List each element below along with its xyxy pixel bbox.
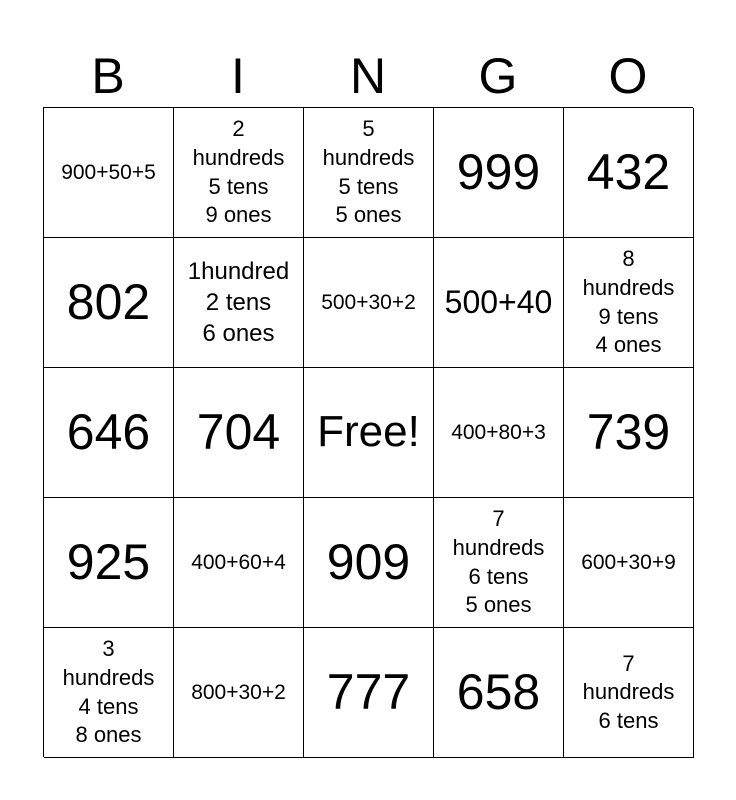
bingo-cell-r1-c3: 5 hundreds 5 tens 5 ones [304, 108, 434, 238]
bingo-header [43, 46, 693, 106]
bingo-board [43, 107, 693, 757]
bingo-cell-r1-c1: 900+50+5 [44, 108, 174, 238]
bingo-cell-r2-c4: 500+40 [434, 238, 564, 368]
bingo-cell-r5-c3: 777 [304, 628, 434, 758]
bingo-cell-r4-c2: 400+60+4 [174, 498, 304, 628]
header-letter-b: B [91, 48, 125, 104]
bingo-cell-r1-c5: 432 [564, 108, 694, 238]
bingo-cell-r4-c1: 925 [44, 498, 174, 628]
header-letter-n: N [349, 48, 387, 104]
bingo-cell-r2-c3: 500+30+2 [304, 238, 434, 368]
bingo-cell-r1-c4: 999 [434, 108, 564, 238]
bingo-cell-r3-c4: 400+80+3 [434, 368, 564, 498]
bingo-cell-r4-c3: 909 [304, 498, 434, 628]
bingo-cell-r5-c4: 658 [434, 628, 564, 758]
header-letter-g: G [478, 48, 518, 104]
bingo-cell-r4-c5: 600+30+9 [564, 498, 694, 628]
bingo-cell-r1-c2: 2 hundreds 5 tens 9 ones [174, 108, 304, 238]
bingo-cell-r2-c5: 8 hundreds 9 tens 4 ones [564, 238, 694, 368]
bingo-cell-r3-c5: 739 [564, 368, 694, 498]
bingo-cell-r3-c2: 704 [174, 368, 304, 498]
bingo-cell-free: Free! [304, 368, 434, 498]
header-letter-i: I [231, 48, 245, 104]
header-letter-o: O [608, 48, 648, 104]
bingo-cell-r5-c1: 3 hundreds 4 tens 8 ones [44, 628, 174, 758]
bingo-cell-r5-c2: 800+30+2 [174, 628, 304, 758]
bingo-cell-r5-c5: 7 hundreds 6 tens [564, 628, 694, 758]
bingo-cell-r3-c1: 646 [44, 368, 174, 498]
bingo-cell-r2-c1: 802 [44, 238, 174, 368]
bingo-cell-r4-c4: 7 hundreds 6 tens 5 ones [434, 498, 564, 628]
bingo-cell-r2-c2: 1hundred 2 tens 6 ones [174, 238, 304, 368]
